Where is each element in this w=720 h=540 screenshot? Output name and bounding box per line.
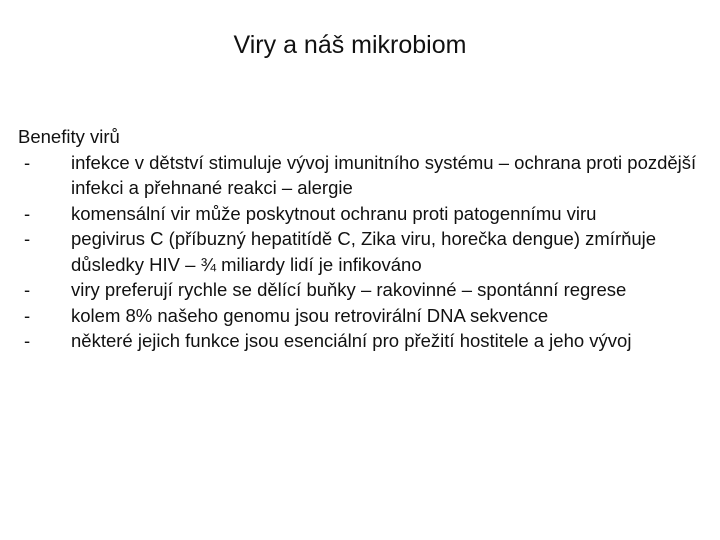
bullet-dash: -	[24, 202, 31, 224]
list-item	[18, 226, 708, 277]
list-item	[18, 150, 708, 201]
bullet-dash: -	[24, 151, 31, 173]
list-item	[18, 201, 708, 227]
bullet-dash: -	[24, 330, 31, 351]
list-item-text: některé jejich funkce jsou esenciální pro přežití hostitele a jeho vývoj	[71, 330, 632, 351]
bullet-dash: -	[24, 228, 31, 249]
slide-title: Viry a náš mikrobiom	[233, 31, 467, 59]
list-item	[18, 328, 708, 354]
bullet-dash: -	[24, 279, 31, 300]
bullet-dash: -	[24, 304, 31, 326]
list-item	[18, 277, 708, 303]
bullet-list-benefits	[18, 150, 708, 303]
bullet-list-genome	[18, 303, 708, 354]
list-item-text: viry preferují rychle se dělící buňky – rakovinné – spontánní regrese	[71, 279, 627, 300]
slide-body	[18, 124, 708, 354]
list-item	[18, 303, 708, 329]
list-item-text: kolem 8% našeho genomu jsou retrovirální DNA sekvence	[71, 304, 549, 326]
section-heading: Benefity virů	[18, 126, 120, 147]
list-item-text: pegivirus C (příbuzný hepatitídě C, Zika viru, horečka dengue) zmírňuje důsledky HIV – ¾ miliardy lidí je infikováno	[71, 228, 657, 275]
list-item-text: komensální vir může poskytnout ochranu proti patogennímu viru	[71, 202, 597, 224]
list-item-text: infekce v dětství stimuluje vývoj imunitního systému – ochrana proti pozdější infekci a přehnané reakci – alergie	[71, 151, 697, 198]
